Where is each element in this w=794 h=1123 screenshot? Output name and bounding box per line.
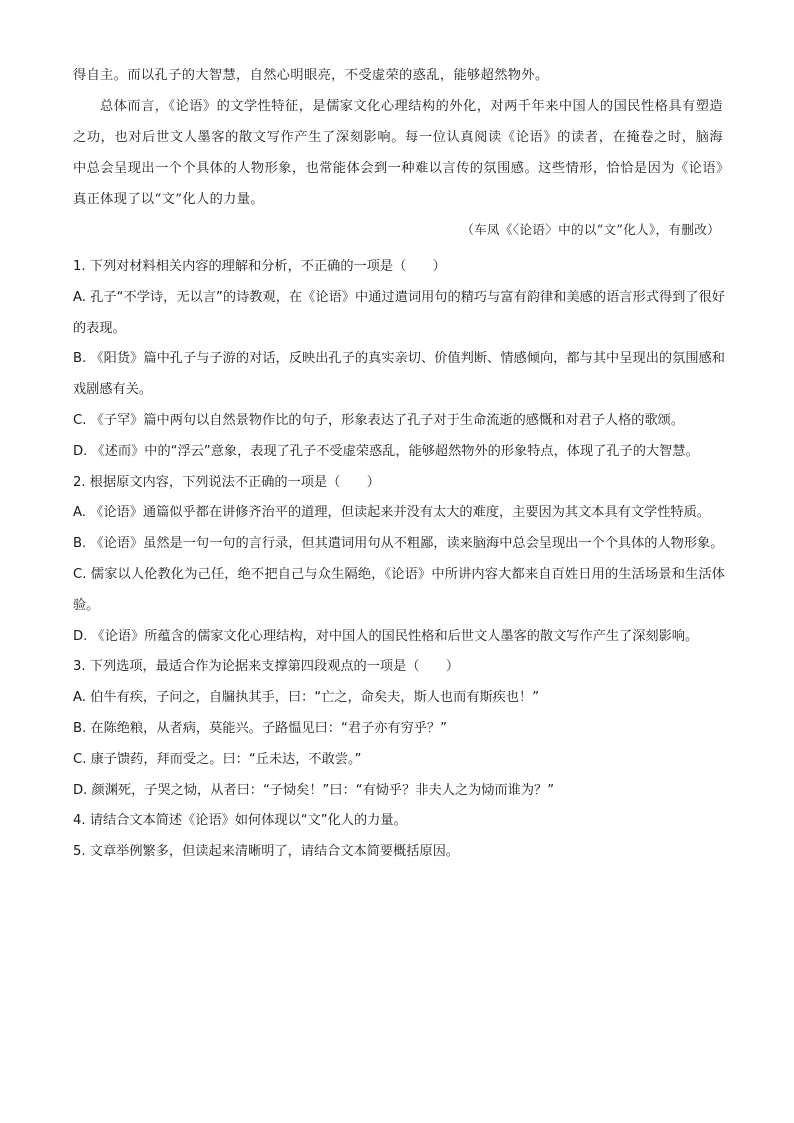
passage [73,60,723,215]
question-3-option-d: D. 颜渊死，子哭之恸，从者曰：“子恸矣！”曰：“有恸乎？非夫人之为恸而谁为？” [73,782,555,798]
question-1-option-b: B. 《阳货》篇中孔子与子游的对话，反映出孔子的真实亲切、价值判断、情感倾向，都与其中呈现出的氛围感和戏剧感有关。 [73,351,725,398]
question-3-option-c: C. 康子馈药，拜而受之。曰：“丘未达，不敢尝。” [73,751,362,767]
passage-paragraph-summary: 总体而言，《论语》的文学性特征，是儒家文化心理结构的外化，对两千年来中国人的国民性格具有塑造之功，也对后世文人墨客的散文写作产生了深刻影响。每一位认真阅读《论语》的读者，在掩卷之时，脑海中总会呈现出一个个具体的人物形象，也常能体会到一种难以言传的氛围感。这些情形，恰恰是因为《论语》真正体现了以“文”化人的力量。 [73,99,723,207]
question-4-stem: 4. 请结合文本简述《论语》如何体现以“文”化人的力量。 [73,813,407,829]
question-1-option-c: C. 《子罕》篇中两句以自然景物作比的句子，形象表达了孔子对于生命流逝的感慨和对君子人格的歌颂。 [73,412,685,428]
passage-source: （车凤《〈论语〉中的以“文”化人》，有删改） [461,222,720,237]
question-list [73,252,725,868]
passage-line-top: 得自主。而以孔子的大智慧，自然心明眼亮，不受虚荣的惑乱，能够超然物外。 [73,68,549,83]
question-2-option-d: D. 《论语》所蕴含的儒家文化心理结构，对中国人的国民性格和后世文人墨客的散文写作产生了深刻影响。 [73,628,699,644]
question-2-stem: 2. 根据原文内容，下列说法不正确的一项是（ ） [73,474,380,490]
question-1-option-a: A. 孔子“不学诗，无以言”的诗教观，在《论语》中通过遣词用句的精巧与富有韵律和美感的语言形式得到了很好的表现。 [73,289,725,336]
question-2-option-a: A. 《论语》通篇似乎都在讲修齐治平的道理，但读起来并没有太大的难度，主要因为其文本具有文学性特质。 [73,505,710,521]
question-2-option-c: C. 儒家以人伦教化为己任，绝不把自己与众生隔绝，《论语》中所讲内容大都来自百姓日用的生活场景和生活体验。 [73,566,725,613]
question-1-stem: 1. 下列对材料相关内容的理解和分析，不正确的一项是（ ） [73,259,446,274]
question-3-option-b: B. 在陈绝粮，从者病，莫能兴。子路愠见曰：“君子亦有穷乎？” [73,720,447,736]
question-5-stem: 5. 文章举例繁多，但读起来清晰明了，请结合文本简要概括原因。 [73,844,460,860]
question-2-option-b: B. 《论语》虽然是一句一句的言行录，但其遣词用句从不粗鄙，读来脑海中总会呈现出一个个具体的人物形象。 [73,536,724,552]
question-3-option-a: A. 伯牛有疾，子问之，自牖执其手，曰：“亡之，命矣夫，斯人也而有斯疾也！” [73,690,540,706]
question-1-option-d: D. 《述而》中的“浮云”意象，表现了孔子不受虚荣惑乱，能够超然物外的形象特点，体现了孔子的大智慧。 [73,443,699,459]
question-3-stem: 3. 下列选项，最适合作为论据来支撑第四段观点的一项是（ ） [73,659,460,675]
